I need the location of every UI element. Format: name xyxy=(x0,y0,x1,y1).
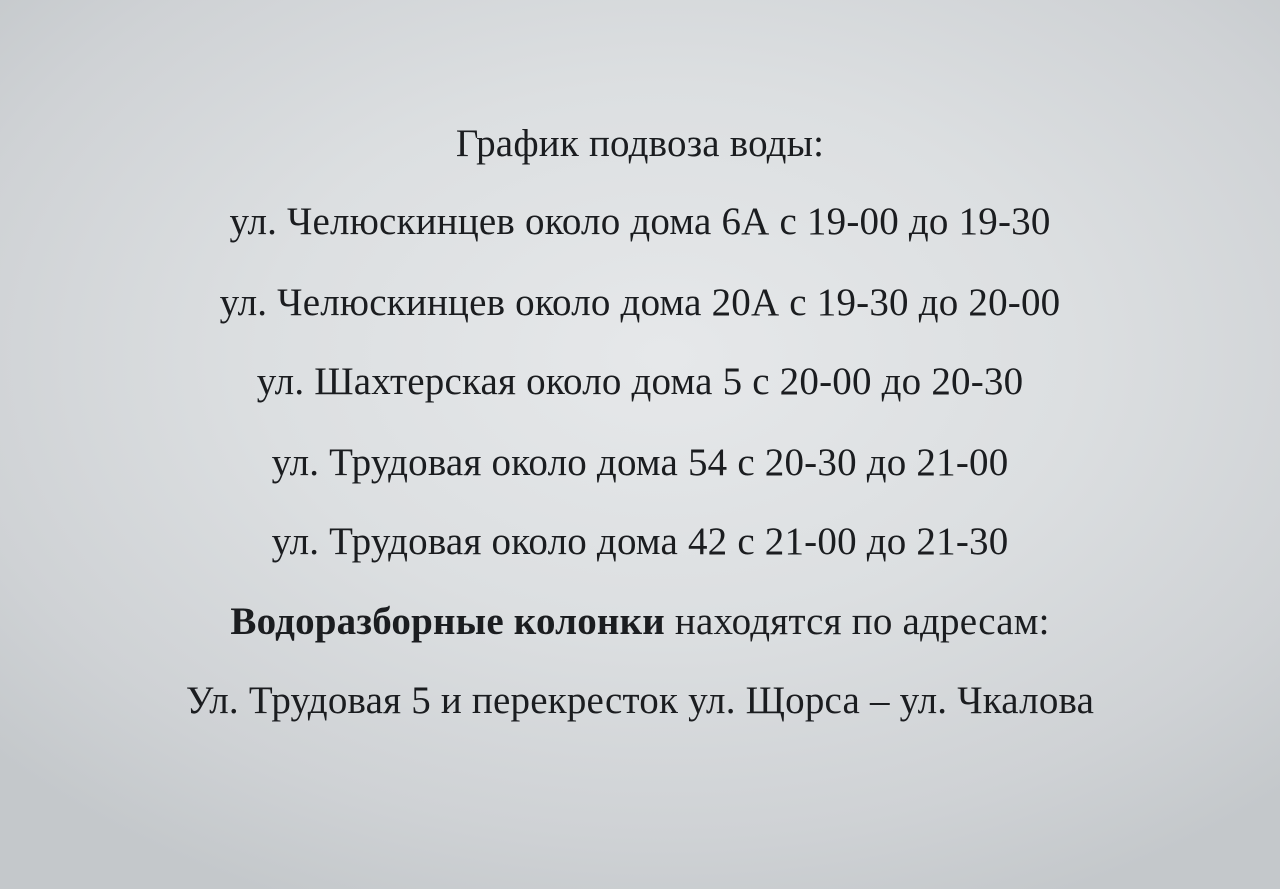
pumps-heading-bold: Водоразборные колонки xyxy=(230,600,665,643)
schedule-line-3: ул. Шахтерская около дома 5 с 20-00 до 20-30 xyxy=(256,360,1024,403)
schedule-line-4: ул. Трудовая около дома 54 с 20-30 до 21-00 xyxy=(271,441,1009,484)
document-title: График подвоза воды: xyxy=(455,122,825,165)
pumps-heading-rest: находятся по адресам: xyxy=(664,600,1050,643)
pumps-heading xyxy=(0,598,1280,646)
schedule-line-1: ул. Челюскинцев около дома 6А с 19-00 до 19-30 xyxy=(229,200,1051,243)
schedule-line-5: ул. Трудовая около дома 42 с 21-00 до 21-30 xyxy=(271,520,1009,563)
pumps-addresses: Ул. Трудовая 5 и перекресток ул. Щорса – ул. Чкалова xyxy=(185,679,1095,722)
schedule-line-2: ул. Челюскинцев около дома 20А с 19-30 до 20-00 xyxy=(219,281,1061,324)
